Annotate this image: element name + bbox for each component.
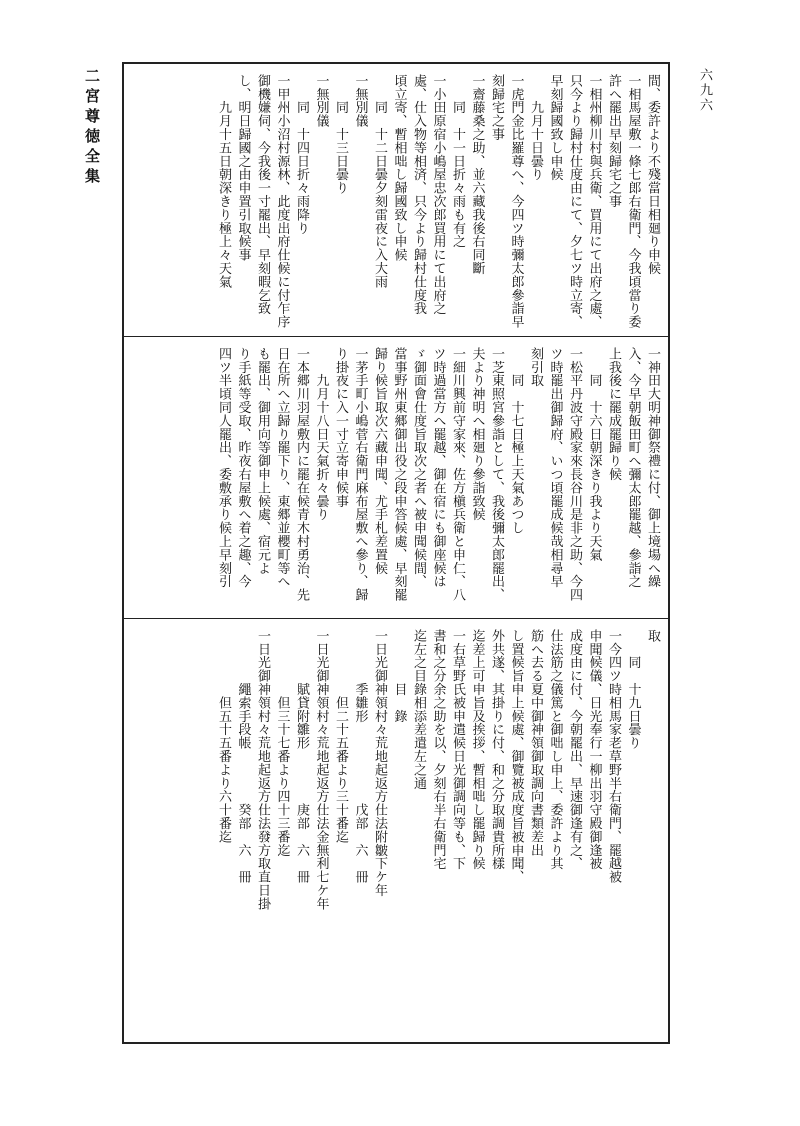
- text-line: 一小田原宿小嶋屋忠次郎買用にて出府之: [430, 74, 446, 316]
- text-line: 處、仕入物等相済、只今より歸村仕度我: [411, 74, 426, 316]
- text-line: 同 十六日朝深きり我より天氣: [586, 347, 602, 562]
- middle-tier: [124, 336, 668, 618]
- text-line: ツ時過當方へ罷越、御在宿にも御座候は: [430, 347, 446, 589]
- text-line: 一無別儀: [313, 74, 329, 128]
- text-line: 申聞候儀、日光奉行一柳出羽守殿御逢被: [586, 629, 602, 871]
- text-line: 一神田大明神御祭禮に付、御上境場へ繰: [645, 347, 660, 589]
- text-line: 繩索手段帳 癸部 六 冊: [235, 629, 251, 884]
- text-line: 目 錄: [391, 629, 407, 723]
- text-line: 一茅手町小嶋菅右衛門麻布屋敷へ參り、歸: [352, 347, 368, 602]
- page-number: 六九六: [697, 68, 712, 113]
- text-line: 但三十七番より四十三番迄: [274, 629, 290, 857]
- text-line: 歸り候旨取次六藏申聞、尤手札差置候: [372, 347, 387, 575]
- text-line: 仕法筋之儀篤と御咄し申上、委許より其: [547, 629, 563, 871]
- text-line: 早刻歸國致し申候: [547, 74, 563, 182]
- text-line: 御機嫌伺、今我後一寸罷出、早刻暇乞致: [255, 74, 270, 316]
- lower-tier: [124, 618, 668, 1042]
- text-line: 入、今早朝飯田町へ彌太郎罷越、參詣之: [625, 347, 641, 589]
- text-line: 只今より歸村仕度由にて、夕七ツ時立寄、: [567, 74, 582, 329]
- text-line: 同 十四日折々雨降り: [294, 74, 309, 235]
- text-line: 九月十五日朝深きり極上々天氣: [216, 74, 231, 289]
- text-line: 同 十七日極上天氣あつし: [508, 347, 524, 535]
- text-line: 夫より神明へ相廻り參詣致候: [469, 347, 485, 522]
- text-line: 日在所へ立歸り罷下り、東郷並櫻町等へ: [274, 347, 290, 589]
- text-line: り掛夜に入一寸立寄申候事: [333, 347, 348, 508]
- text-line: 一無別儀: [352, 74, 368, 128]
- text-line: 一松平丹波守殿家來長谷川是非之助、今四: [567, 347, 582, 602]
- text-line: 九月十八日天氣折々曇り: [313, 347, 329, 522]
- text-line: 一芝東照宮參詣として、我後彌太郎罷出、: [489, 347, 504, 602]
- text-line: 季雛形 戊部 六 冊: [352, 629, 368, 884]
- text-line: 但二十五番より三十番迄: [333, 629, 348, 844]
- text-line: 上我後に罷成罷歸り候: [606, 347, 621, 481]
- text-line: 一相州柳川村與兵衛、買用にて出府之處、: [586, 74, 602, 329]
- text-line: 書和之分余之助を以、夕刻右半右衛門宅: [430, 629, 446, 871]
- text-line: 間、委許より不殘當日相廻り申候: [645, 74, 660, 275]
- upper-tier-text: [124, 64, 668, 336]
- book-title: 二宮尊徳全集: [83, 68, 101, 188]
- text-line: ゞ御面會仕度旨取次之者へ被申聞候間、: [411, 347, 426, 589]
- text-line: 當事野州東郷御出役之段申答候處、早刻罷: [391, 347, 407, 602]
- text-line: 一虎門金比羅尊へ、今四ツ時彌太郎參詣早: [508, 74, 524, 329]
- text-line: 一甲州小沼村源林、此度出府仕候に付乍序: [274, 74, 290, 329]
- upper-tier: [124, 64, 668, 336]
- text-line: 筋へ去る夏中御神領御取調向書類差出: [528, 629, 543, 857]
- text-line: 刻歸宅之事: [489, 74, 504, 141]
- text-line: 九月十日曇り: [528, 74, 543, 182]
- text-line: 一細川興前守家來、佐方槇兵衛と申仁、八: [450, 347, 465, 602]
- text-line: 同 十三日曇り: [333, 74, 348, 195]
- lower-tier-text: [124, 619, 668, 1042]
- text-line: 頃立寄、暫相咄し歸國致し申候: [391, 74, 407, 262]
- text-line: 迄左之目錄相添差遣左之通: [411, 629, 426, 790]
- text-line: 一右草野氏被申遣候日光御調向等も、下: [450, 629, 465, 871]
- text-line: 成度由に付、今朝罷出、早速御逢有之、: [567, 629, 582, 871]
- text-line: 四ツ半頃同人罷出、委敷承り候上早刻引: [216, 347, 231, 589]
- text-line: 但五十五番より六十番迄: [216, 629, 231, 844]
- text-line: 賦貸附雛形 庚部 六 冊: [294, 629, 309, 884]
- text-line: り手紙等受取、昨夜右屋敷へ着之趣、今: [235, 347, 251, 589]
- text-line: 刻引取: [528, 347, 543, 388]
- text-line: も罷出、御用向等御申上候處、宿元よ: [255, 347, 270, 575]
- text-line: ツ時罷出御歸府、いつ頃罷成候哉相尋早: [547, 347, 563, 589]
- text-line: 迄差上可申旨及挨拶、暫相咄し罷歸り候: [469, 629, 485, 871]
- text-line: し置候旨申上候處、御覽被成度旨被申聞、: [508, 629, 524, 884]
- text-line: 一今四ツ時相馬家老草野半右衛門、罷越被: [606, 629, 621, 884]
- text-line: 一齋藤桑之助、並六藏我後右同斷: [469, 74, 485, 275]
- text-line: 許へ罷出早刻歸宅之事: [606, 74, 621, 208]
- text-line: 同 十二日曇夕刻雷夜に入大雨: [372, 74, 387, 289]
- text-line: 取: [645, 629, 660, 643]
- text-line: 一日光御神領村々荒地起返方仕法附皺下ケ年: [372, 629, 387, 897]
- page-frame: [122, 62, 670, 1044]
- text-line: 一相馬屋敷一條七郎右衛門、今我頃當り委: [625, 74, 641, 329]
- text-line: し、明日歸國之由申置引取候事: [235, 74, 251, 262]
- text-line: 同 十一日折々雨も有之: [450, 74, 465, 249]
- middle-tier-text: [124, 337, 668, 618]
- text-line: 一日光御神領村々荒地起返方仕法金無利七ケ年: [313, 629, 329, 911]
- text-line: 外共遂、其掛りに付、和之分取調貴所樣: [489, 629, 504, 871]
- text-line: 同 十九日曇り: [625, 629, 641, 750]
- text-line: 一本郷川羽屋敷内に罷在候青木村勇治、先: [294, 347, 309, 602]
- text-line: 一日光御神領村々荒地起返方仕法發方取直日掛: [255, 629, 270, 911]
